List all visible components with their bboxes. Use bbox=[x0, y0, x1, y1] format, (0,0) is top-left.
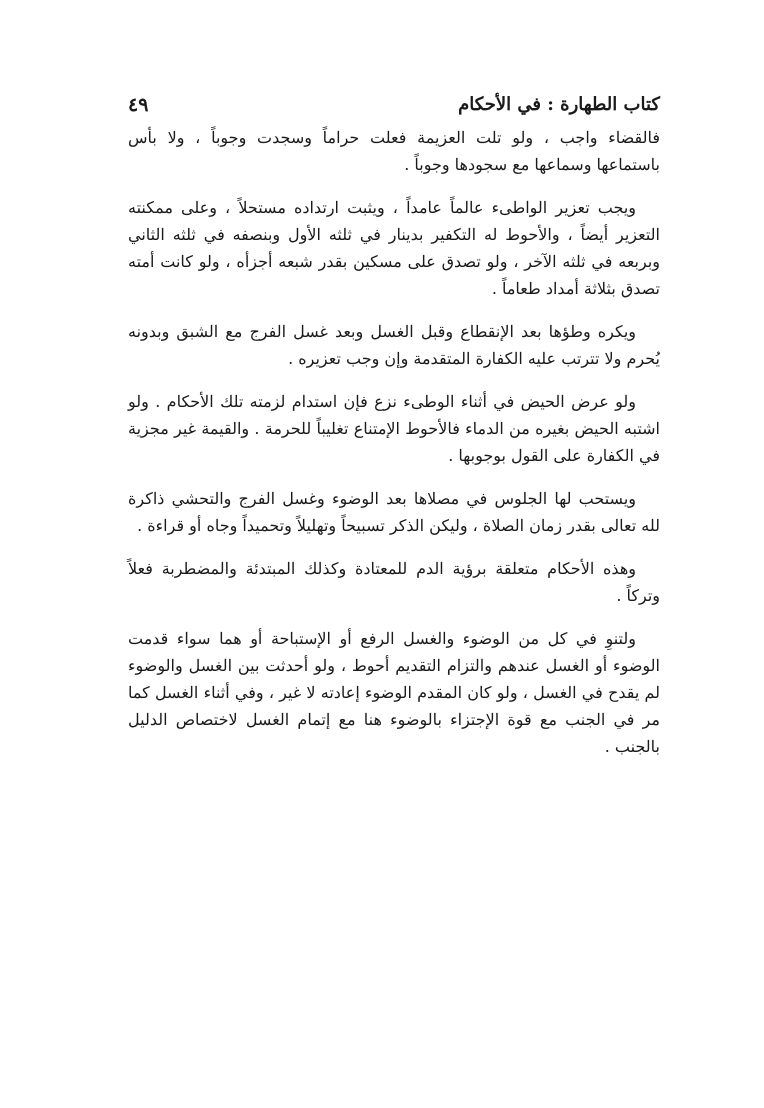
paragraph-3: ويكره وطؤها بعد الإنقطاع وقبل الغسل وبعد غسل الفرج مع الشبق وبدونه يُحرم ولا تترتب عليه الكفارة المتقدمة وإن وجب تعزيره . bbox=[128, 322, 660, 368]
paragraph-gap bbox=[128, 539, 660, 555]
paragraph-gap bbox=[128, 178, 660, 194]
paragraph-7: ولتنوِ في كل من الوضوء والغسل الرفع أو الإستباحة أو هما سواء قدمت الوضوء أو الغسل عندهم والتزام التقديم أحوط ، ولو أحدثت بين الغسل والوضوء لم يقدح في الغسل ، ولو كان المقدم الوضوء إعادته لا غير ، وفي أثناء الغسل كما مر في الجنب مع قوة الإجتزاء بالوضوء هنا مع إتمام الغسل لاختصاص الدليل بالجنب . bbox=[128, 629, 660, 756]
paragraph-6: وهذه الأحكام متعلقة برؤية الدم للمعتادة وكذلك المبتدئة والمضطربة فعلاً وتركاً . bbox=[128, 559, 660, 605]
paragraph-gap bbox=[128, 302, 660, 318]
paragraph-gap bbox=[128, 469, 660, 485]
paragraph-gap bbox=[128, 609, 660, 625]
paragraph-1: فالقضاء واجب ، ولو تلت العزيمة فعلت حراماً وسجدت وجوباً ، ولا بأس باستماعها وسماعها مع سجودها وجوباً . bbox=[128, 128, 660, 174]
page-header bbox=[128, 86, 660, 120]
running-title: كتاب الطهارة : في الأحكام bbox=[458, 94, 660, 115]
paragraph-2: ويجب تعزير الواطىء عالماً عامداً ، ويثبت ارتداده مستحلاً ، وعلى ممكنته التعزير أيضاً ، والأحوط له التكفير بدينار في ثلثه الأول وبنصفه في ثلثه الثاني وبربعه في ثلثه الآخر ، ولو تصدق على مسكين بقدر شبعه أجزأه ، ولو كانت أمته تصدق بثلاثة أمداد طعاماً . bbox=[128, 198, 660, 298]
paragraph-5: ويستحب لها الجلوس في مصلاها بعد الوضوء وغسل الفرج والتحشي ذاكرة لله تعالى بقدر زمان الصلاة ، وليكن الذكر تسبيحاً وتهليلاً وتحميداً وجاه أو قراءة . bbox=[128, 489, 660, 535]
page-number: ٤٩ bbox=[128, 94, 149, 116]
paragraph-4: ولو عرض الحيض في أثناء الوطىء نزع فإن استدام لزمته تلك الأحكام . ولو اشتبه الحيض بغيره من الدماء فالأحوط الإمتناع تغليباً للحرمة . والقيمة غير مجزية في الكفارة على القول بوجوبها . bbox=[128, 392, 660, 465]
paragraph-gap bbox=[128, 372, 660, 388]
book-page bbox=[128, 86, 660, 760]
